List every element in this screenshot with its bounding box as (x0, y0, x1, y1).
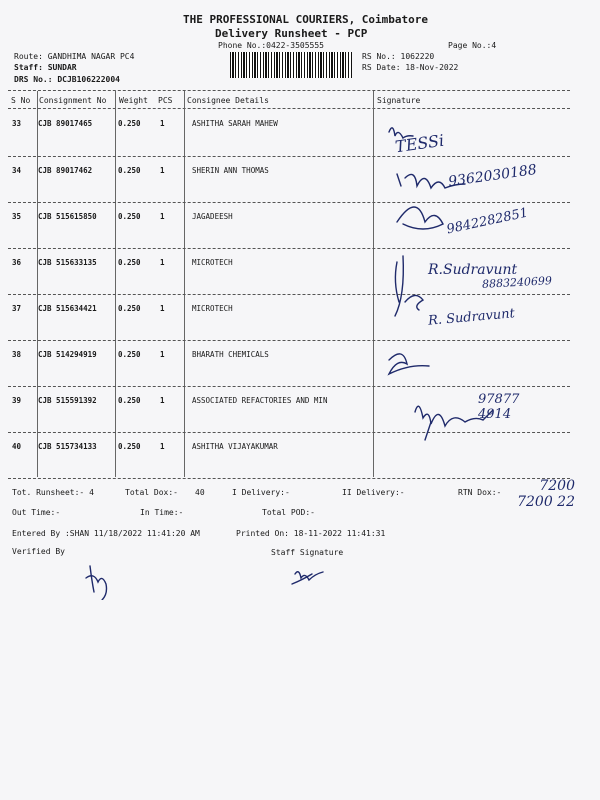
rtn-handwritten: 7200 7200 22 (517, 478, 575, 510)
col-weight: Weight (119, 96, 148, 105)
row-pcs: 1 (160, 350, 165, 359)
row-consignee: MICROTECH (192, 304, 233, 313)
col-pcs: PCS (158, 96, 173, 105)
row-weight: 0.250 (118, 442, 141, 451)
row-pcs: 1 (160, 396, 165, 405)
signature-r37: R. Sudravunt (427, 306, 516, 329)
row-weight: 0.250 (118, 212, 141, 221)
row-consignment: CJB 515591392 (38, 396, 97, 405)
company-name: THE PROFESSIONAL COURIERS, Coimbatore (183, 13, 429, 26)
row-sno: 37 (12, 304, 22, 313)
row-pcs: 1 (160, 304, 165, 313)
row-sno: 40 (12, 442, 22, 451)
row-consignee: SHERIN ANN THOMAS (192, 166, 269, 175)
table-bottom-rule (8, 478, 570, 479)
row-consignment: CJB 515615850 (38, 212, 97, 221)
total-dox-value: 40 (195, 488, 205, 497)
ii-delivery: II Delivery:- (342, 488, 405, 497)
staff: Staff: SUNDAR (14, 63, 77, 72)
row-weight: 0.250 (118, 304, 141, 313)
col-signature: Signature (377, 96, 421, 105)
row-consignee: BHARATH CHEMICALS (192, 350, 269, 359)
header-bottom-rule (8, 108, 570, 109)
total-pod: Total POD:- (262, 508, 315, 517)
row-consignment: CJB 515633135 (38, 258, 97, 267)
row-consignee: ASHITHA VIJAYAKUMAR (192, 442, 278, 451)
row-weight: 0.250 (118, 350, 141, 359)
printed-on: Printed On: 18-11-2022 11:41:31 (236, 529, 386, 538)
signature-r36-name: R.Sudravunt (428, 262, 518, 278)
drs-number: DRS No.: DCJB106222004 (14, 75, 120, 84)
row-consignment: CJB 89017462 (38, 166, 93, 175)
row-consignee: MICROTECH (192, 258, 233, 267)
signature-scribbles (375, 112, 575, 472)
row-consignment: CJB 514294919 (38, 350, 97, 359)
signature-r36-phone: 8883240699 (481, 274, 553, 291)
signature-r34-phone: 9362030188 (447, 161, 538, 191)
rs-date: RS Date: 18-Nov-2022 (362, 63, 459, 72)
page-number: Page No.:4 (448, 41, 497, 50)
barcode (230, 52, 352, 78)
row-sno: 39 (12, 396, 22, 405)
row-pcs: 1 (160, 166, 165, 175)
col-consignment: Consignment No (39, 96, 107, 105)
total-dox-label: Total Dox:- (125, 488, 178, 497)
row-consignment: CJB 515734133 (38, 442, 97, 451)
signature-r33: TESSi (393, 130, 446, 157)
route: Route: GANDHIMA NAGAR PC4 (14, 52, 135, 61)
col-sno: S No (11, 96, 31, 105)
row-sno: 33 (12, 119, 22, 128)
row-consignment: CJB 515634421 (38, 304, 97, 313)
entered-by: Entered By :SHAN 11/18/2022 11:41:20 AM (12, 529, 200, 538)
row-consignee: ASSOCIATED REFACTORIES AND MIN (192, 396, 328, 405)
signature-r35-phone: 9842282851 (445, 205, 530, 238)
out-time: Out Time:- (12, 508, 61, 517)
tot-runsheet: Tot. Runsheet:- 4 (12, 488, 94, 497)
row-weight: 0.250 (118, 166, 141, 175)
row-pcs: 1 (160, 442, 165, 451)
row-weight: 0.250 (118, 119, 141, 128)
rtn-dox: RTN Dox:- (458, 488, 502, 497)
header-top-rule (8, 90, 570, 91)
row-weight: 0.250 (118, 396, 141, 405)
in-time: In Time:- (140, 508, 184, 517)
col-consignee: Consignee Details (187, 96, 269, 105)
row-sno: 34 (12, 166, 22, 175)
row-pcs: 1 (160, 212, 165, 221)
row-consignee: JAGADEESH (192, 212, 233, 221)
row-pcs: 1 (160, 119, 165, 128)
i-delivery: I Delivery:- (232, 488, 290, 497)
row-pcs: 1 (160, 258, 165, 267)
staff-signature-label: Staff Signature (271, 548, 344, 557)
verified-by: Verified By (12, 547, 65, 556)
row-weight: 0.250 (118, 258, 141, 267)
row-sno: 38 (12, 350, 22, 359)
phone-number: Phone No.:0422-3505555 (218, 41, 324, 50)
row-consignee: ASHITHA SARAH MAHEW (192, 119, 278, 128)
row-consignment: CJB 89017465 (38, 119, 93, 128)
row-sno: 35 (12, 212, 22, 221)
signature-r39: 97877 4914 (478, 392, 520, 422)
footer-signatures (80, 560, 340, 600)
document-title: Delivery Runsheet - PCP (215, 27, 368, 40)
row-sno: 36 (12, 258, 22, 267)
rs-number: RS No.: 1062220 (362, 52, 435, 61)
